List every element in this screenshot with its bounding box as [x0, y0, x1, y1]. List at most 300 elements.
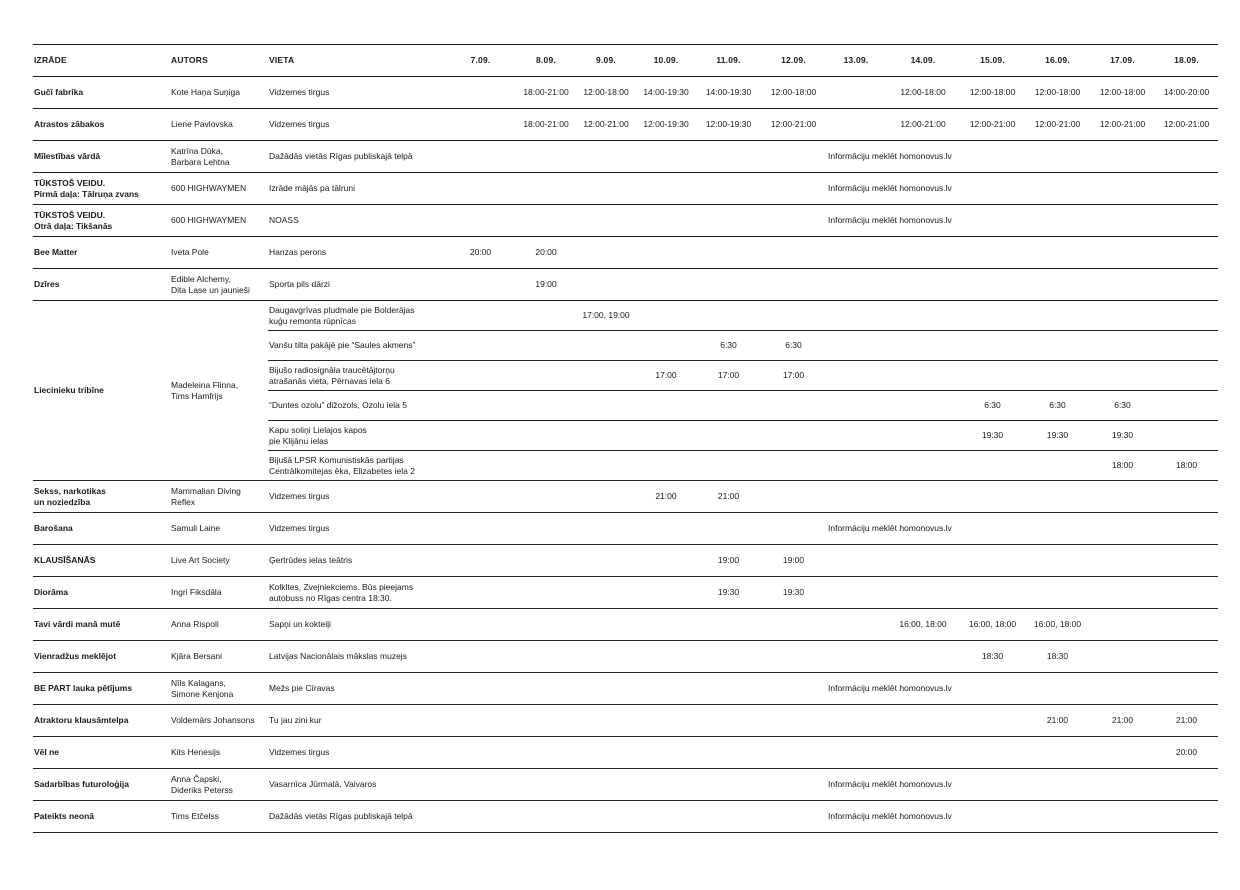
venue-name-line: Vidzemes tirgus [269, 523, 330, 533]
time-cell [960, 737, 1025, 769]
time-cell [516, 421, 576, 451]
author-name-line: Nīls Kalagans, [171, 677, 226, 688]
time-cell [576, 269, 636, 301]
author-name [170, 77, 268, 109]
time-cell [826, 545, 886, 577]
show-title [33, 769, 170, 801]
time-cell [576, 673, 636, 705]
table-row [33, 673, 1218, 705]
author-name-line: Iveta Pole [171, 247, 209, 257]
venue-name [268, 421, 445, 451]
author-name [170, 481, 268, 513]
table-row [33, 109, 1218, 141]
time-cell: 12:00-21:00 [886, 109, 960, 141]
author-name-line: Katrīna Dūka, [171, 145, 223, 156]
time-cell [576, 737, 636, 769]
time-cell [1090, 361, 1155, 391]
show-title-line: KLAUSĪŠANĀS [34, 555, 96, 565]
time-cell [516, 737, 576, 769]
time-cell: 6:30 [761, 331, 826, 361]
time-cell [1025, 737, 1090, 769]
table-row [33, 641, 1218, 673]
venue-name-line: “Duntes ozolu” dižozols, Ozolu iela 5 [269, 400, 407, 410]
author-name-line: Samuli Laine [171, 523, 221, 533]
time-cell: 12:00-18:00 [1090, 77, 1155, 109]
time-cell [445, 545, 516, 577]
time-cell [1090, 545, 1155, 577]
venue-name [268, 769, 445, 801]
author-name [170, 269, 268, 301]
time-cell [516, 481, 576, 513]
venue-name-line: Latvijas Nacionālais mākslas muzejs [269, 651, 407, 661]
show-title-line: Diorāma [34, 587, 69, 597]
author-name-line: 600 HIGHWAYMEN [171, 215, 247, 225]
time-cell [826, 301, 886, 331]
venue-name-line: Sporta pils dārzi [269, 279, 330, 289]
time-cell [1090, 269, 1155, 301]
time-cell [696, 769, 761, 801]
show-title-line: Sekss, narkotikas [34, 485, 106, 496]
time-cell [445, 705, 516, 737]
time-cell [445, 451, 516, 481]
time-cell [636, 673, 696, 705]
time-cell [1090, 577, 1155, 609]
time-cell: 14:00-20:00 [1155, 77, 1218, 109]
venue-name [268, 173, 445, 205]
show-title-line: Liecinieku tribīne [34, 385, 104, 395]
time-cell [1025, 331, 1090, 361]
time-cell [576, 801, 636, 833]
time-cell: 12:00-21:00 [761, 109, 826, 141]
time-cell [761, 451, 826, 481]
time-cell: 17:00 [696, 361, 761, 391]
time-cell [516, 769, 576, 801]
venue-name-line: Bijušā LPSR Komunistiskās partijas [269, 454, 404, 465]
time-cell [516, 705, 576, 737]
time-cell [886, 577, 960, 609]
time-cell [445, 141, 516, 173]
time-cell: 12:00-18:00 [960, 77, 1025, 109]
time-cell [576, 577, 636, 609]
time-cell [761, 173, 826, 205]
table-row [33, 481, 1218, 513]
show-title-line: Sadarbības futuroloģija [34, 779, 129, 789]
time-cell: 12:00-19:30 [636, 109, 696, 141]
author-name [170, 141, 268, 173]
time-cell [576, 205, 636, 237]
time-cell: 6:30 [696, 331, 761, 361]
time-cell [1025, 577, 1090, 609]
time-cell [761, 141, 826, 173]
venue-name [268, 141, 445, 173]
show-title [33, 237, 170, 269]
time-cell: 12:00-21:00 [1155, 109, 1218, 141]
time-cell [445, 421, 516, 451]
show-title [33, 801, 170, 833]
time-cell [445, 77, 516, 109]
show-title-line: un noziedzība [34, 496, 91, 507]
time-cell: 12:00-19:30 [696, 109, 761, 141]
time-cell [1155, 641, 1218, 673]
show-title [33, 705, 170, 737]
time-cell [636, 173, 696, 205]
time-cell: 21:00 [1025, 705, 1090, 737]
time-cell [886, 361, 960, 391]
show-title [33, 609, 170, 641]
show-title [33, 545, 170, 577]
time-cell [516, 205, 576, 237]
venue-name-line: Vanšu tilta pakājē pie “Saules akmens” [269, 340, 416, 350]
venue-name-line: autobuss no Rīgas centra 18:30. [269, 592, 392, 603]
time-cell [516, 801, 576, 833]
info-note: Informāciju meklēt homonovus.lv [826, 513, 1218, 545]
time-cell [696, 205, 761, 237]
time-cell: 12:00-18:00 [1025, 77, 1090, 109]
venue-name-line: Vidzemes tirgus [269, 491, 330, 501]
show-title [33, 577, 170, 609]
time-cell [516, 391, 576, 421]
time-cell [636, 421, 696, 451]
time-cell [1025, 361, 1090, 391]
venue-name [268, 641, 445, 673]
time-cell [576, 609, 636, 641]
time-cell: 20:00 [1155, 737, 1218, 769]
author-name-line: Kote Haņa Suņiga [171, 87, 240, 97]
time-cell: 12:00-21:00 [576, 109, 636, 141]
header-row [33, 45, 1218, 77]
author-name [170, 109, 268, 141]
time-cell [886, 545, 960, 577]
time-cell [886, 451, 960, 481]
time-cell [761, 737, 826, 769]
show-title-line: Otrā daļa: Tikšanās [34, 220, 113, 231]
venue-name [268, 577, 445, 609]
venue-name-line: Mežs pie Cīravas [269, 683, 335, 693]
table-row [33, 269, 1218, 301]
time-cell [445, 331, 516, 361]
show-title-line: BE PART lauka pētījums [34, 683, 133, 693]
venue-name-line: Tu jau zini kur [269, 715, 322, 725]
venue-name-line: Vidzemes tirgus [269, 119, 330, 129]
time-cell [445, 269, 516, 301]
time-cell [1090, 481, 1155, 513]
time-cell [826, 269, 886, 301]
author-name [170, 173, 268, 205]
time-cell [636, 737, 696, 769]
show-title-line: TŪKSTOŠ VEIDU. [34, 209, 106, 220]
author-name-line: Voldemārs Johansons [171, 715, 255, 725]
time-cell [445, 801, 516, 833]
show-title-line: TŪKSTOŠ VEIDU. [34, 177, 106, 188]
time-cell [826, 451, 886, 481]
author-name [170, 801, 268, 833]
time-cell: 12:00-18:00 [576, 77, 636, 109]
time-cell: 18:00 [1155, 451, 1218, 481]
venue-name [268, 451, 445, 481]
time-cell: 19:00 [516, 269, 576, 301]
table-row [33, 237, 1218, 269]
time-cell [636, 391, 696, 421]
author-name [170, 705, 268, 737]
show-title [33, 205, 170, 237]
time-cell [576, 481, 636, 513]
author-name-line: Kjāra Bersani [171, 651, 223, 661]
time-cell: 19:30 [761, 577, 826, 609]
venue-name-line: Hanzas perons [269, 247, 327, 257]
time-cell: 19:30 [1025, 421, 1090, 451]
time-cell [696, 513, 761, 545]
time-cell [826, 705, 886, 737]
author-name [170, 737, 268, 769]
time-cell [636, 451, 696, 481]
info-note: Informāciju meklēt homonovus.lv [826, 673, 1218, 705]
author-name-line: Tims Hamfrijs [171, 390, 223, 401]
show-title-line: Mīlestības vārdā [34, 151, 101, 161]
header-show: IZRĀDE [33, 45, 170, 77]
author-name-line: Barbara Lehtna [171, 156, 230, 167]
venue-name [268, 481, 445, 513]
venue-name-line: Dažādās vietās Rīgas publiskajā telpā [269, 151, 413, 161]
time-cell: 21:00 [1155, 705, 1218, 737]
time-cell: 17:00, 19:00 [576, 301, 636, 331]
time-cell [445, 173, 516, 205]
time-cell [826, 609, 886, 641]
time-cell [576, 331, 636, 361]
time-cell [826, 421, 886, 451]
time-cell [576, 141, 636, 173]
time-cell [761, 641, 826, 673]
venue-name-line: Daugavgrīvas pludmale pie Bolderājas [269, 304, 415, 315]
show-title-line: Pateikts neonā [34, 811, 94, 821]
time-cell [1155, 237, 1218, 269]
time-cell: 19:00 [761, 545, 826, 577]
show-title [33, 77, 170, 109]
show-title-line: Atraktoru klausāmtelpa [34, 715, 129, 725]
show-title-line: Tavi vārdi manā mutē [34, 619, 121, 629]
author-name [170, 577, 268, 609]
time-cell: 21:00 [636, 481, 696, 513]
venue-name-line: NOASS [269, 215, 299, 225]
schedule-table [33, 44, 1218, 833]
time-cell [576, 391, 636, 421]
author-name-line: 600 HIGHWAYMEN [171, 183, 247, 193]
time-cell [826, 391, 886, 421]
time-cell [516, 301, 576, 331]
show-title-line: Bee Matter [34, 247, 78, 257]
table-row [33, 577, 1218, 609]
time-cell [1155, 361, 1218, 391]
show-title [33, 141, 170, 173]
time-cell [761, 237, 826, 269]
time-cell: 18:00 [1090, 451, 1155, 481]
time-cell [576, 237, 636, 269]
time-cell: 16:00, 18:00 [1025, 609, 1090, 641]
show-title [33, 513, 170, 545]
time-cell [636, 301, 696, 331]
time-cell [445, 673, 516, 705]
show-title [33, 301, 170, 481]
show-title-line: Pirmā daļa: Tālruņa zvans [34, 188, 139, 199]
table-row [33, 737, 1218, 769]
time-cell [1155, 269, 1218, 301]
venue-name-line: Centrālkomitejas ēka, Elizabetes iela 2 [269, 465, 415, 476]
table-row [33, 769, 1218, 801]
time-cell [516, 545, 576, 577]
time-cell [516, 141, 576, 173]
author-name-line: Simone Kenjona [171, 688, 234, 699]
time-cell [516, 577, 576, 609]
time-cell: 14:00-19:30 [636, 77, 696, 109]
time-cell [516, 361, 576, 391]
time-cell [696, 391, 761, 421]
author-name-line: Anna Čapski, [171, 773, 222, 784]
author-name-line: Edible Alchemy, [171, 273, 231, 284]
time-cell: 19:30 [696, 577, 761, 609]
time-cell [761, 705, 826, 737]
time-cell [445, 109, 516, 141]
time-cell [516, 451, 576, 481]
time-cell [1025, 301, 1090, 331]
time-cell [576, 421, 636, 451]
venue-name-line: kuģu remonta rūpnīcas [269, 315, 356, 326]
table-row [33, 205, 1218, 237]
time-cell [636, 641, 696, 673]
time-cell [636, 801, 696, 833]
time-cell [761, 769, 826, 801]
author-name [170, 205, 268, 237]
time-cell [960, 451, 1025, 481]
show-title [33, 269, 170, 301]
venue-name [268, 301, 445, 331]
time-cell [636, 609, 696, 641]
time-cell [1155, 301, 1218, 331]
time-cell [636, 705, 696, 737]
time-cell [761, 269, 826, 301]
time-cell [886, 237, 960, 269]
time-cell [761, 609, 826, 641]
author-name-line: Madeleina Flinna, [171, 379, 239, 390]
venue-name [268, 77, 445, 109]
author-name [170, 237, 268, 269]
venue-name [268, 705, 445, 737]
time-cell [1025, 237, 1090, 269]
author-name [170, 545, 268, 577]
header-date: 9.09. [576, 45, 636, 77]
author-name-line: Dideriks Peterss [171, 784, 233, 795]
time-cell [960, 361, 1025, 391]
time-cell [826, 577, 886, 609]
show-title-line: Dzīres [34, 279, 60, 289]
time-cell: 17:00 [636, 361, 696, 391]
time-cell: 12:00-18:00 [886, 77, 960, 109]
time-cell [1090, 331, 1155, 361]
show-title [33, 641, 170, 673]
time-cell [576, 769, 636, 801]
time-cell [960, 331, 1025, 361]
time-cell [636, 769, 696, 801]
time-cell: 19:00 [696, 545, 761, 577]
venue-name-line: Ģertrūdes ielas teātris [269, 555, 353, 565]
time-cell [826, 237, 886, 269]
time-cell [1090, 609, 1155, 641]
time-cell: 21:00 [696, 481, 761, 513]
show-title-line: Vienradžus meklējot [34, 651, 117, 661]
time-cell [960, 269, 1025, 301]
venue-name-line: pie Klijānu ielas [269, 435, 329, 446]
time-cell: 6:30 [960, 391, 1025, 421]
table-row [33, 609, 1218, 641]
time-cell [696, 673, 761, 705]
time-cell: 19:30 [960, 421, 1025, 451]
author-name-line: Kits Henesijs [171, 747, 221, 757]
venue-name [268, 205, 445, 237]
time-cell [761, 513, 826, 545]
table-row [33, 173, 1218, 205]
time-cell [1155, 609, 1218, 641]
time-cell [576, 545, 636, 577]
time-cell: 16:00, 18:00 [960, 609, 1025, 641]
time-cell [696, 641, 761, 673]
time-cell [445, 577, 516, 609]
time-cell [445, 513, 516, 545]
time-cell [636, 205, 696, 237]
time-cell [761, 481, 826, 513]
time-cell [761, 301, 826, 331]
time-cell [516, 173, 576, 205]
time-cell [960, 705, 1025, 737]
header-date: 13.09. [826, 45, 886, 77]
time-cell [886, 737, 960, 769]
time-cell [636, 237, 696, 269]
time-cell: 20:00 [516, 237, 576, 269]
time-cell [960, 481, 1025, 513]
time-cell [696, 173, 761, 205]
venue-name-line: Vidzemes tirgus [269, 747, 330, 757]
time-cell [445, 609, 516, 641]
time-cell [636, 141, 696, 173]
author-name [170, 513, 268, 545]
show-title-line: Barošana [34, 523, 73, 533]
author-name-line: Anna Rispoli [171, 619, 219, 629]
time-cell [1090, 737, 1155, 769]
venue-name [268, 109, 445, 141]
time-cell [445, 361, 516, 391]
info-note: Informāciju meklēt homonovus.lv [826, 801, 1218, 833]
author-name-line: Dita Lase un jaunieši [171, 284, 250, 295]
time-cell: 20:00 [445, 237, 516, 269]
time-cell [696, 141, 761, 173]
header-date: 10.09. [636, 45, 696, 77]
time-cell [1155, 331, 1218, 361]
time-cell [576, 641, 636, 673]
time-cell: 6:30 [1025, 391, 1090, 421]
time-cell [1155, 391, 1218, 421]
show-title [33, 481, 170, 513]
author-name [170, 609, 268, 641]
time-cell: 12:00-21:00 [960, 109, 1025, 141]
venue-name-line: Vasarnīca Jūrmalā, Vaivaros [269, 779, 377, 789]
time-cell [1025, 269, 1090, 301]
table-row [33, 545, 1218, 577]
time-cell [636, 577, 696, 609]
time-cell [696, 237, 761, 269]
info-note: Informāciju meklēt homonovus.lv [826, 205, 1218, 237]
info-note: Informāciju meklēt homonovus.lv [826, 769, 1218, 801]
time-cell [696, 737, 761, 769]
venue-name [268, 237, 445, 269]
header-date: 14.09. [886, 45, 960, 77]
venue-name [268, 801, 445, 833]
